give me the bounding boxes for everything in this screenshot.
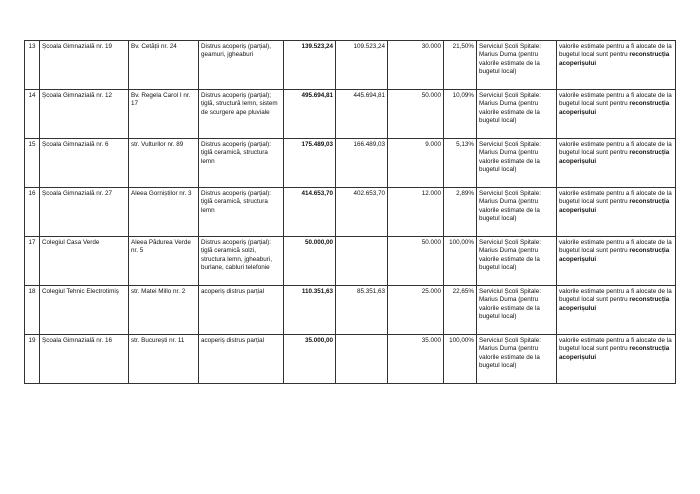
table-row [25,90,676,139]
row-number: 17 [25,237,40,286]
damage-description: Distrus acoperiș (parțial); țiglă, structură lemn, sistem de scurgere ape pluviale [199,90,284,139]
responsible-service: Serviciul Școli Spitale: Marius Duma (pentru valorile estimate de la bugetul local) [477,90,557,139]
note-bold: reconstrucția acoperișului [559,345,670,361]
school-address: str. București nr. 11 [129,335,199,384]
remaining-value: 85.351,63 [336,286,388,335]
allocated-value: 35.000 [388,335,444,384]
allocated-value: 50.000 [388,90,444,139]
note-bold: reconstrucția acoperișului [559,51,670,67]
school-name: Colegiul Casa Verde [40,237,129,286]
school-address: str. Matei Millo nr. 2 [129,286,199,335]
note-text: valorile estimate pentru a fi alocate de la bugetul local sunt pentru [559,92,672,108]
allocated-value: 9.000 [388,139,444,188]
damage-description: acoperiș distrus parțial [199,286,284,335]
allocated-value: 30.000 [388,41,444,90]
total-value: 414.653,70 [284,188,336,237]
note-bold: reconstrucția acoperișului [559,198,670,214]
table-row [25,188,676,237]
observation-note [557,139,676,188]
school-address: Bv. Regela Carol I nr. 17 [129,90,199,139]
note-text: valorile estimate pentru a fi alocate de la bugetul local sunt pentru [559,337,672,353]
observation-note [557,237,676,286]
table-row [25,41,676,90]
total-value: 139.523,24 [284,41,336,90]
total-value: 35.000,00 [284,335,336,384]
total-value: 50.000,00 [284,237,336,286]
note-bold: reconstrucția acoperișului [559,247,670,263]
observation-note [557,41,676,90]
allocated-value: 50.000 [388,237,444,286]
note-bold: reconstrucția acoperișului [559,149,670,165]
remaining-value [336,335,388,384]
row-number: 13 [25,41,40,90]
percent-value: 22,65% [444,286,477,335]
damage-estimates-table [24,40,676,384]
school-address: Bv. Cetății nr. 24 [129,41,199,90]
note-bold: reconstrucția acoperișului [559,296,670,312]
row-number: 15 [25,139,40,188]
percent-value: 100,00% [444,335,477,384]
remaining-value: 109.523,24 [336,41,388,90]
responsible-service: Serviciul Școli Spitale: Marius Duma (pentru valorile estimate de la bugetul local) [477,335,557,384]
school-name: Școala Gimnazială nr. 16 [40,335,129,384]
school-name: Școala Gimnazială nr. 6 [40,139,129,188]
observation-note [557,188,676,237]
remaining-value: 445.694,81 [336,90,388,139]
table-body [25,41,676,384]
responsible-service: Serviciul Școli Spitale: Marius Duma (pentru valorile estimate de la bugetul local) [477,286,557,335]
allocated-value: 25.000 [388,286,444,335]
table-row [25,335,676,384]
school-name: Școala Gimnazială nr. 12 [40,90,129,139]
responsible-service: Serviciul Școli Spitale: Marius Duma (pentru valorile estimate de la bugetul local) [477,139,557,188]
allocated-value: 12.000 [388,188,444,237]
row-number: 18 [25,286,40,335]
school-address: str. Vulturilor nr. 89 [129,139,199,188]
observation-note [557,286,676,335]
school-address: Aleea Pădurea Verde nr. 5 [129,237,199,286]
responsible-service: Serviciul Școli Spitale: Marius Duma (pentru valorile estimate de la bugetul local) [477,188,557,237]
percent-value: 10,09% [444,90,477,139]
row-number: 19 [25,335,40,384]
row-number: 16 [25,188,40,237]
table-row [25,237,676,286]
remaining-value: 402.653,70 [336,188,388,237]
damage-description: Distrus acoperiș (parțial), geamuri, jgheaburi [199,41,284,90]
note-text: valorile estimate pentru a fi alocate de la bugetul local sunt pentru [559,190,672,206]
damage-description: Distrus acoperiș (parțial): țiglă ceramică solzi, structura lemn, jgheaburi, burlane, cabluri telefonie [199,237,284,286]
table-row [25,139,676,188]
note-text: valorile estimate pentru a fi alocate de la bugetul local sunt pentru [559,141,672,157]
school-name: Colegiul Tehnic Electrotimiș [40,286,129,335]
percent-value: 21,50% [444,41,477,90]
note-bold: reconstrucția acoperișului [559,100,670,116]
responsible-service: Serviciul Școli Spitale: Marius Duma (pentru valorile estimate de la bugetul local) [477,41,557,90]
total-value: 175.489,03 [284,139,336,188]
percent-value: 100,00% [444,237,477,286]
note-text: valorile estimate pentru a fi alocate de la bugetul local sunt pentru [559,239,672,255]
school-address: Aleea Gorniștilor nr. 3 [129,188,199,237]
remaining-value [336,237,388,286]
total-value: 495.694,81 [284,90,336,139]
percent-value: 2,89% [444,188,477,237]
damage-description: Distrus acoperiș (parțial): țiglă ceramică, structura lemn [199,139,284,188]
note-text: valorile estimate pentru a fi alocate de la bugetul local sunt pentru [559,43,672,59]
damage-description: acoperiș distrus parțial [199,335,284,384]
school-name: Școala Gimnazială nr. 19 [40,41,129,90]
observation-note [557,90,676,139]
damage-description: Distrus acoperiș (parțial): țiglă ceramică, structura lemn [199,188,284,237]
total-value: 110.351,63 [284,286,336,335]
observation-note [557,335,676,384]
remaining-value: 166.489,03 [336,139,388,188]
responsible-service: Serviciul Școli Spitale: Marius Duma (pentru valorile estimate de la bugetul local) [477,237,557,286]
note-text: valorile estimate pentru a fi alocate de la bugetul local sunt pentru [559,288,672,304]
school-name: Școala Gimnazială nr. 27 [40,188,129,237]
percent-value: 5,13% [444,139,477,188]
row-number: 14 [25,90,40,139]
table-row [25,286,676,335]
